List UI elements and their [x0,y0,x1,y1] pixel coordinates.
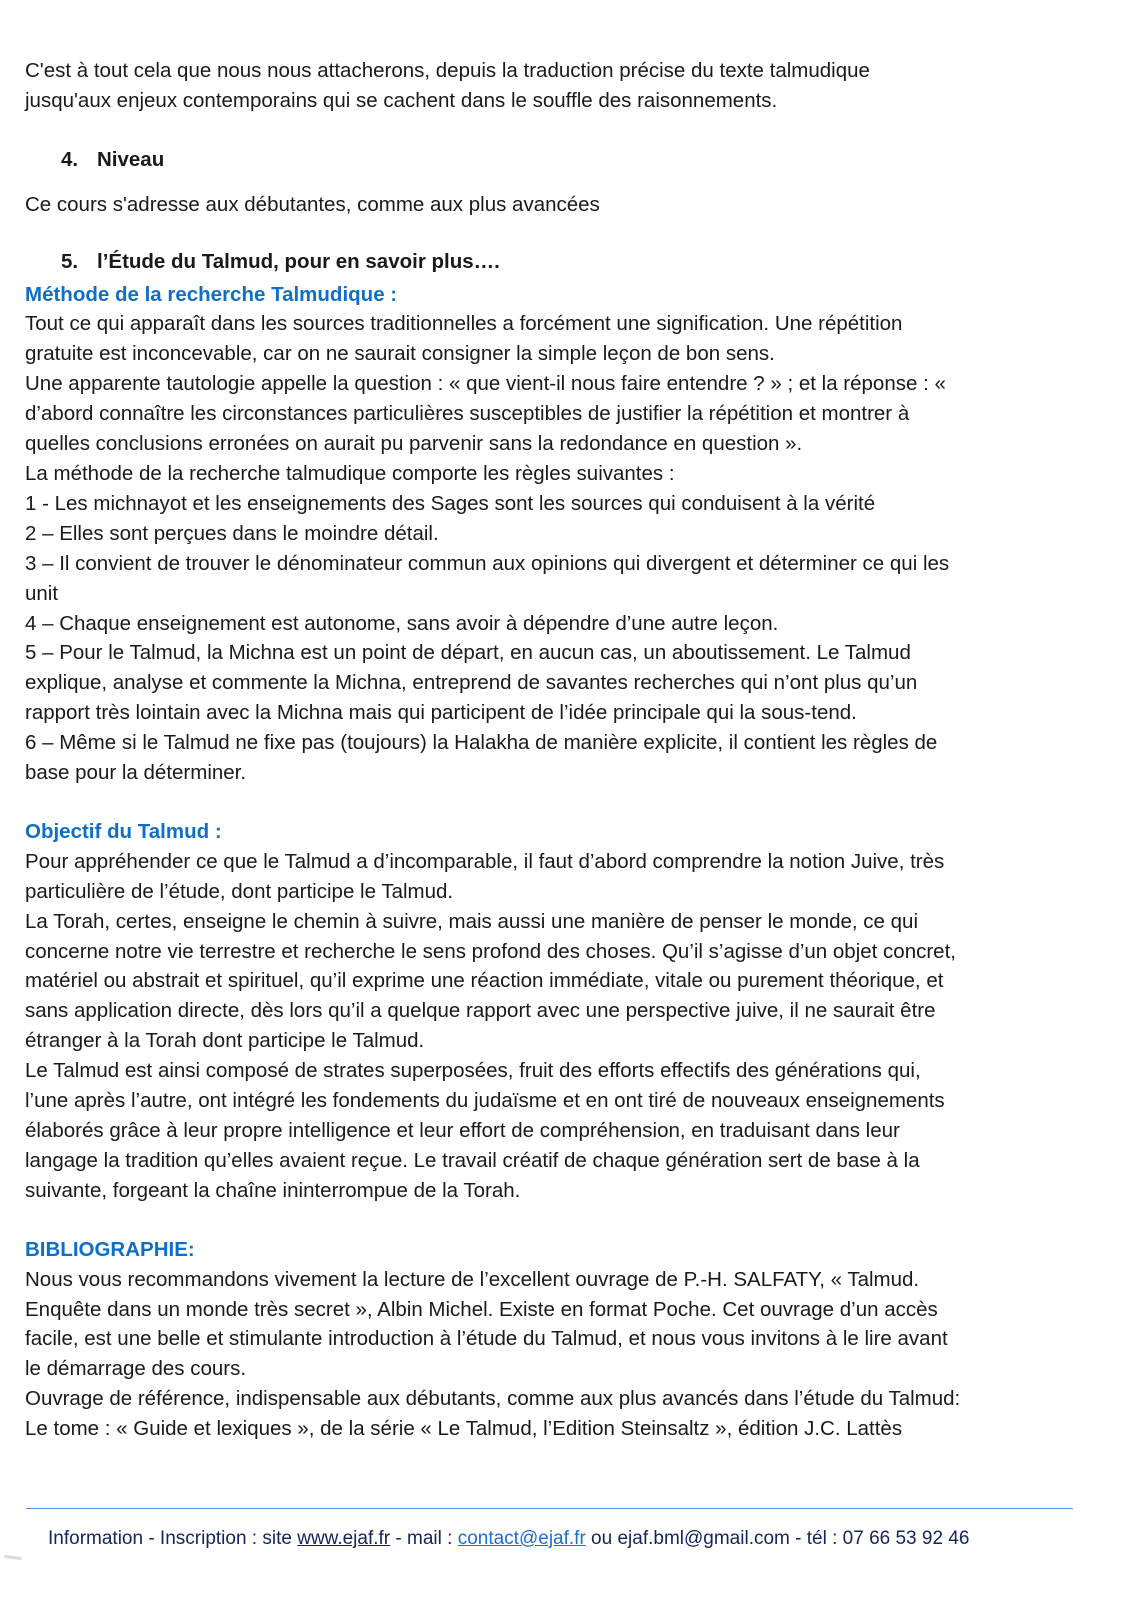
document-page [25,56,1115,1444]
footer-prefix: Information - Inscription : site [48,1528,298,1549]
footer-contact [48,1528,1128,1550]
text-line: Ouvrage de référence, indispensable aux débutants, comme aux plus avancés dans l’étude du Talmud: [25,1387,961,1411]
text-line: élaborés grâce à leur propre intelligence et leur effort de compréhension, en traduisant dans leur [25,1119,900,1142]
methode-body [25,309,1115,788]
rule-item: 5 – Pour le Talmud, la Michna est un point de départ, en aucun cas, un aboutissement. Le Talmud [25,641,911,665]
footer-mail-label: - mail : [390,1528,458,1549]
text-line: La méthode de la recherche talmudique comporte les règles suivantes : [25,461,675,485]
text-line: Pour appréhender ce que le Talmud a d’incomparable, il faut d’abord comprendre la notion Juive, très [25,849,945,873]
text-line: Une apparente tautologie appelle la question : « que vient-il nous faire entendre ? » ; et la réponse : « [25,372,946,396]
text-line: La Torah, certes, enseigne le chemin à suivre, mais aussi une manière de penser le monde, ce qui [25,909,919,933]
text-line: particulière de l’étude, dont participe le Talmud. [25,879,454,903]
text-line: le démarrage des cours. [25,1357,247,1381]
text-line: Enquête dans un monde très secret », Albin Michel. Existe en format Poche. Cet ouvrage d’un accès [25,1297,938,1321]
text-line: concerne notre vie terrestre et recherche le sens profond des choses. Qu’il s’agisse d’un objet concret, [25,939,956,963]
text-line: Le tome : « Guide et lexiques », de la série « Le Talmud, l’Edition Steinsaltz », édition J.C. Lattès [25,1417,903,1441]
section-5-heading [61,247,1115,277]
rule-item: 6 – Même si le Talmud ne fixe pas (toujours) la Halakha de manière explicite, il contient les règles de [25,731,938,755]
section-number: 4. [61,147,79,171]
objectif-body [25,847,1115,1206]
text-line: quelles conclusions erronées on aurait pu parvenir sans la redondance en question ». [25,432,803,456]
rule-item: base pour la déterminer. [25,761,247,785]
text-line: étranger à la Torah dont participe le Talmud. [25,1029,425,1053]
text-line: facile, est une belle et stimulante introduction à l’étude du Talmud, et nous vous invitons à le lire avant [25,1327,948,1351]
rule-item: 2 – Elles sont perçues dans le moindre détail. [25,521,439,545]
rule-item: unit [25,581,59,605]
intro-line: C'est à tout cela que nous nous attacherons, depuis la traduction précise du texte talmudique [25,59,870,82]
text-line: gratuite est inconcevable, car on ne saurait consigner la simple leçon de bon sens. [25,342,775,366]
footer-alt-contact: ou ejaf.bml@gmail.com - tél : 07 66 53 92 46 [585,1528,970,1549]
rule-item: 4 – Chaque enseignement est autonome, sans avoir à dépendre d’une autre leçon. [25,611,779,635]
intro-line: jusqu'aux enjeux contemporains qui se cachent dans le souffle des raisonnements. [25,88,778,112]
section-4-text: Ce cours s'adresse aux débutantes, comme aux plus avancées [25,192,600,216]
text-line: Tout ce qui apparaît dans les sources traditionnelles a forcément une signification. Une répétition [25,312,903,336]
text-line: Le Talmud est ainsi composé de strates superposées, fruit des efforts effectifs des générations qui, [25,1059,921,1083]
section-4-heading [61,145,1115,175]
text-line: d’abord connaître les circonstances particulières susceptibles de justifier la répétition et montrer à [25,402,910,426]
text-line: sans application directe, dès lors qu’il a quelque rapport avec une perspective juive, il ne saurait être [25,999,936,1023]
scan-mark [4,1555,22,1560]
rule-item: rapport très lointain avec la Michna mais qui participent de l’idée principale qui la sous-tend. [25,701,857,725]
text-line: matériel ou abstrait et spirituel, qu’il exprime une réaction immédiate, vitale ou purement théorique, et [25,969,944,993]
email-link[interactable]: contact@ejaf.fr [457,1528,586,1549]
methode-heading: Méthode de la recherche Talmudique : [25,282,398,306]
objectif-heading: Objectif du Talmud : [25,819,222,843]
rule-item: explique, analyse et commente la Michna, entreprend de savantes recherches qui n’ont plus qu’un [25,671,918,695]
bibliographie-body [25,1265,1115,1444]
text-line: l’une après l’autre, ont intégré les fondements du judaïsme et en ont tiré de nouveaux enseignements [25,1089,945,1113]
section-title: l’Étude du Talmud, pour en savoir plus…. [97,249,500,273]
text-line: langage la tradition qu’elles avaient reçue. Le travail créatif de chaque génération sert de base à la [25,1148,920,1172]
rule-item: 1 - Les michnayot et les enseignements des Sages sont les sources qui conduisent à la vérité [25,491,876,515]
bibliographie-heading: BIBLIOGRAPHIE: [25,1237,195,1261]
section-number: 5. [61,249,79,273]
section-title: Niveau [97,147,165,171]
footer-divider [26,1508,1073,1509]
text-line: suivante, forgeant la chaîne ininterrompue de la Torah. [25,1178,521,1202]
text-line: Nous vous recommandons vivement la lecture de l’excellent ouvrage de P.-H. SALFATY, « Talmud. [25,1267,920,1291]
rule-item: 3 – Il convient de trouver le dénominateur commun aux opinions qui divergent et déterminer ce qui les [25,551,950,575]
site-link[interactable]: www.ejaf.fr [297,1528,391,1549]
